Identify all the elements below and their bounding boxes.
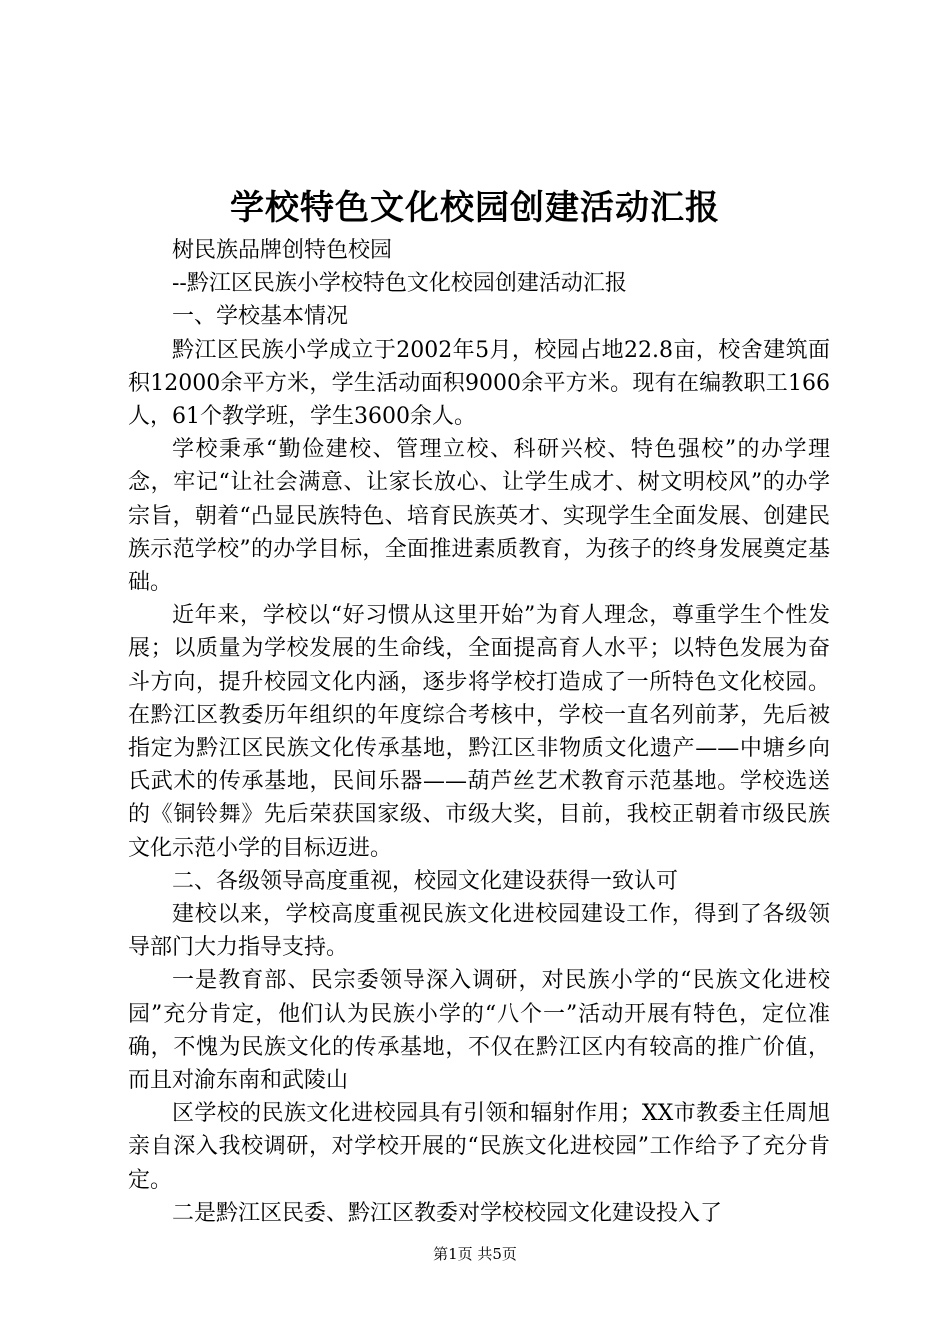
subtitle: 树民族品牌创特色校园 bbox=[172, 238, 393, 263]
paragraph: 黔江区民族小学成立于2002年5月，校园占地22.8亩，校舍建筑面积12000余平方米，学生活动面积9000余平方米。现有在编教职工166人，61个教学班，学生3600余人。 bbox=[128, 337, 830, 430]
paragraph: 区学校的民族文化进校园具有引领和辐射作用；XX市教委主任周旭亲自深入我校调研，对学校开展的“民族文化进校园”工作给予了充分肯定。 bbox=[128, 1101, 830, 1193]
section-heading: 二、各级领导高度重视，校园文化建设获得一致认可 bbox=[172, 868, 679, 894]
paragraph: 学校秉承“勤俭建校、管理立校、科研兴校、特色强校”的办学理念，牢记“让社会满意、让家长放心、让学生成才、树文明校风”的办学宗旨，朝着“凸显民族特色、培育民族英才、实现学生全面发展、创建民族示范学校”的办学目标，全面推进素质教育，为孩子的终身发展奠定基础。 bbox=[128, 437, 830, 596]
paragraph: 一是教育部、民宗委领导深入调研，对民族小学的“民族文化进校园”充分肯定，他们认为民族小学的“八个一”活动开展有特色，定位准确，不愧为民族文化的传承基地，不仅在黔江区内有较高的推广价值，而且对渝东南和武陵山 bbox=[128, 968, 830, 1094]
subtitle-line: --黔江区民族小学校特色文化校园创建活动汇报 bbox=[172, 271, 627, 297]
paragraph: 近年来，学校以“好习惯从这里开始”为育人理念，尊重学生个性发展；以质量为学校发展的生命线，全面提高育人水平；以特色发展为奋斗方向，提升校园文化内涵，逐步将学校打造成了一所特色文化校园。在黔江区教委历年组织的年度综合考核中，学校一直名列前茅，先后被指定为黔江区民族文化传承基地，黔江区非物质文化遗产——中塘乡向氏武术的传承基地，民间乐器——葫芦丝艺术教育示范基地。学校选送的《铜铃舞》先后荣获国家级、市级大奖，目前，我校正朝着市级民族文化示范小学的目标迈进。 bbox=[128, 603, 830, 861]
paragraph: 二是黔江区民委、黔江区教委对学校校园文化建设投入了 bbox=[172, 1200, 723, 1226]
section-heading: 一、学校基本情况 bbox=[172, 304, 349, 330]
document-title: 学校特色文化校园创建活动汇报 bbox=[230, 188, 720, 228]
page-footer: 第1页 共5页 bbox=[433, 1245, 517, 1263]
document-body bbox=[128, 234, 830, 1230]
paragraph: 建校以来，学校高度重视民族文化进校园建设工作，得到了各级领导部门大力指导支持。 bbox=[128, 902, 830, 961]
